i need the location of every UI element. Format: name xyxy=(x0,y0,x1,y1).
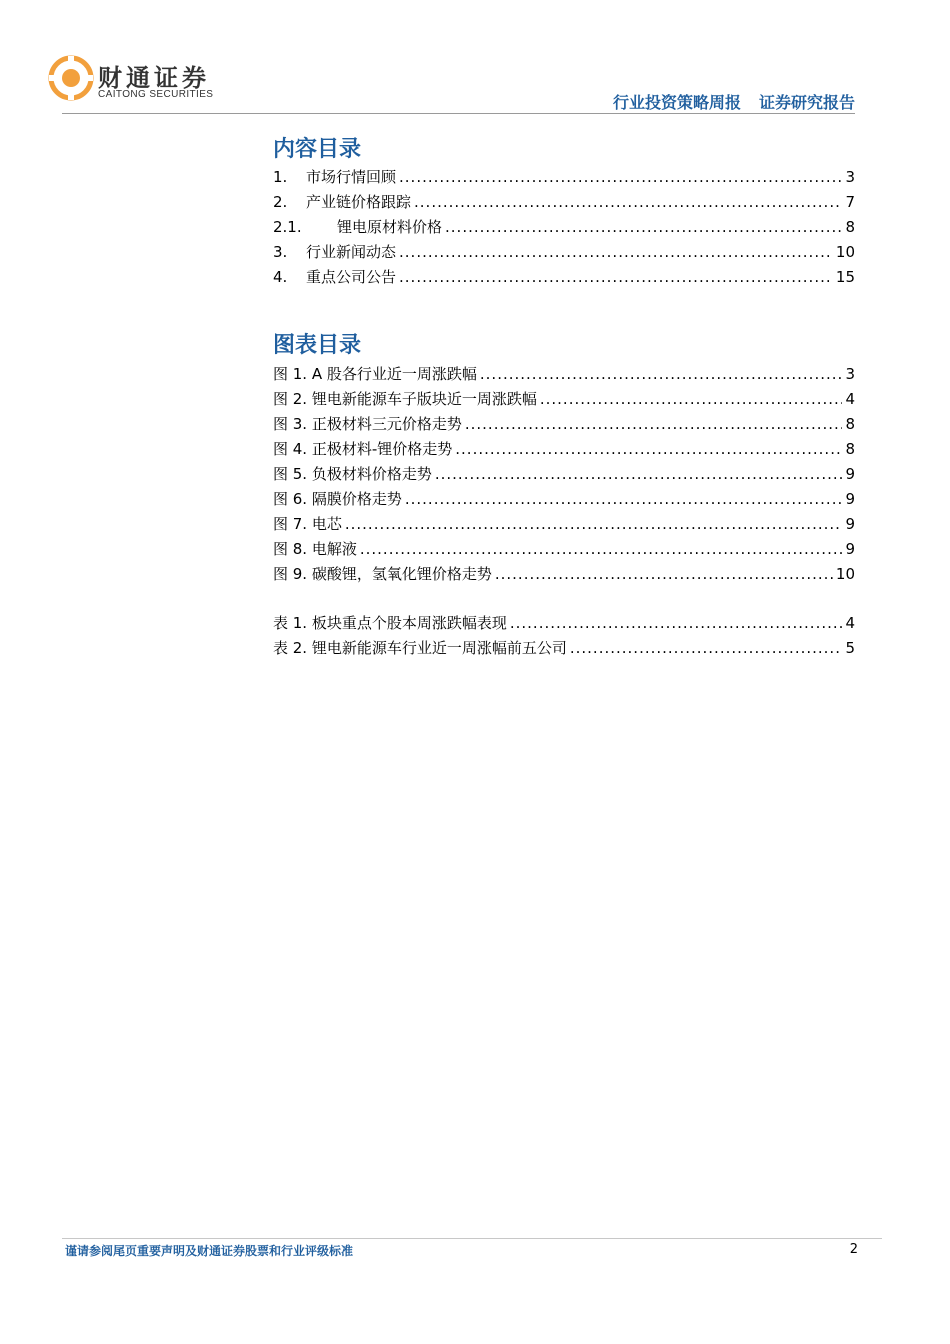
figure-item-label: 图 6. 隔膜价格走势 xyxy=(273,490,402,508)
figure-item-label: 图 1. A 股各行业近一周涨跌幅 xyxy=(273,365,477,383)
header-divider xyxy=(62,113,855,114)
toc-leader xyxy=(510,611,843,636)
figures-title: 图表目录 xyxy=(273,333,362,358)
footer-divider xyxy=(62,1238,882,1239)
figure-item[interactable] xyxy=(273,562,855,587)
table-item-label: 表 1. 板块重点个股本周涨跌幅表现 xyxy=(273,614,507,632)
toc-item-page: 8 xyxy=(845,218,855,236)
toc-leader xyxy=(345,512,843,537)
table-item[interactable] xyxy=(273,636,855,661)
figure-item-page: 8 xyxy=(845,415,855,433)
toc-item-page: 10 xyxy=(835,243,855,261)
toc-item-number: 3. xyxy=(273,243,288,261)
toc-item-page: 7 xyxy=(845,193,855,211)
table-item[interactable] xyxy=(273,611,855,636)
report-category: 证券研究报告 xyxy=(758,93,855,112)
toc-leader xyxy=(405,487,843,512)
figures-list xyxy=(273,362,855,587)
toc-leader xyxy=(399,165,842,190)
figure-item-label: 图 5. 负极材料价格走势 xyxy=(273,465,432,483)
contents-list xyxy=(273,165,855,290)
toc-item-number: 1. xyxy=(273,168,288,186)
toc-leader xyxy=(435,462,843,487)
contents-title: 内容目录 xyxy=(273,137,362,162)
figure-item-page: 9 xyxy=(845,465,855,483)
figure-item-page: 9 xyxy=(845,540,855,558)
toc-leader xyxy=(570,636,843,661)
toc-item-label: 重点公司公告 xyxy=(306,268,397,286)
figure-item[interactable] xyxy=(273,362,855,387)
toc-leader xyxy=(480,362,843,387)
toc-item-page: 15 xyxy=(835,268,855,286)
toc-item[interactable] xyxy=(273,165,855,190)
toc-leader xyxy=(414,190,842,215)
toc-item[interactable] xyxy=(273,215,855,240)
table-item-page: 5 xyxy=(845,639,855,657)
toc-item[interactable] xyxy=(273,265,855,290)
figure-item-label: 图 4. 正极材料-锂价格走势 xyxy=(273,440,453,458)
table-item-page: 4 xyxy=(845,614,855,632)
toc-item[interactable] xyxy=(273,190,855,215)
footer-disclaimer: 谨请参阅尾页重要声明及财通证券股票和行业评级标准 xyxy=(65,1244,354,1258)
figure-item-page: 9 xyxy=(845,515,855,533)
toc-leader xyxy=(495,562,833,587)
toc-leader xyxy=(360,537,843,562)
toc-item-label: 锂电原材料价格 xyxy=(337,218,443,236)
report-header xyxy=(613,90,855,113)
toc-item-number: 4. xyxy=(273,268,288,286)
toc-item-label: 行业新闻动态 xyxy=(306,243,397,261)
toc-item-label: 产业链价格跟踪 xyxy=(306,193,412,211)
report-type: 行业投资策略周报 xyxy=(612,93,741,112)
toc-leader xyxy=(399,265,833,290)
figure-item-page: 8 xyxy=(845,440,855,458)
brand-logo-icon xyxy=(48,55,94,105)
page-number: 2 xyxy=(849,1242,858,1257)
brand-name-cn: 财通证券 xyxy=(98,64,210,92)
figure-item-label: 图 3. 正极材料三元价格走势 xyxy=(273,415,462,433)
figure-item[interactable] xyxy=(273,462,855,487)
figure-item[interactable] xyxy=(273,487,855,512)
table-item-label: 表 2. 锂电新能源车行业近一周涨幅前五公司 xyxy=(273,639,567,657)
toc-leader xyxy=(455,437,842,462)
toc-leader xyxy=(399,240,833,265)
figure-item[interactable] xyxy=(273,537,855,562)
toc-item-label: 市场行情回顾 xyxy=(306,168,397,186)
figure-item-page: 9 xyxy=(845,490,855,508)
figure-item-label: 图 2. 锂电新能源车子版块近一周涨跌幅 xyxy=(273,390,537,408)
toc-item[interactable] xyxy=(273,240,855,265)
figure-item-label: 图 9. 碳酸锂，氢氧化锂价格走势 xyxy=(273,565,492,583)
figure-item-label: 图 7. 电芯 xyxy=(273,515,342,533)
figure-item-page: 3 xyxy=(845,365,855,383)
figure-item[interactable] xyxy=(273,412,855,437)
figure-item-label: 图 8. 电解液 xyxy=(273,540,357,558)
tables-list xyxy=(273,611,855,661)
figure-item[interactable] xyxy=(273,512,855,537)
toc-leader xyxy=(445,215,842,240)
figure-item-page: 10 xyxy=(835,565,855,583)
toc-item-number: 2.1. xyxy=(273,218,302,236)
figure-item[interactable] xyxy=(273,437,855,462)
figure-item[interactable] xyxy=(273,387,855,412)
toc-leader xyxy=(540,387,843,412)
figure-item-page: 4 xyxy=(845,390,855,408)
toc-leader xyxy=(465,412,843,437)
brand-name-en: CAITONG SECURITIES xyxy=(98,89,214,100)
toc-item-page: 3 xyxy=(845,168,855,186)
toc-item-number: 2. xyxy=(273,193,288,211)
